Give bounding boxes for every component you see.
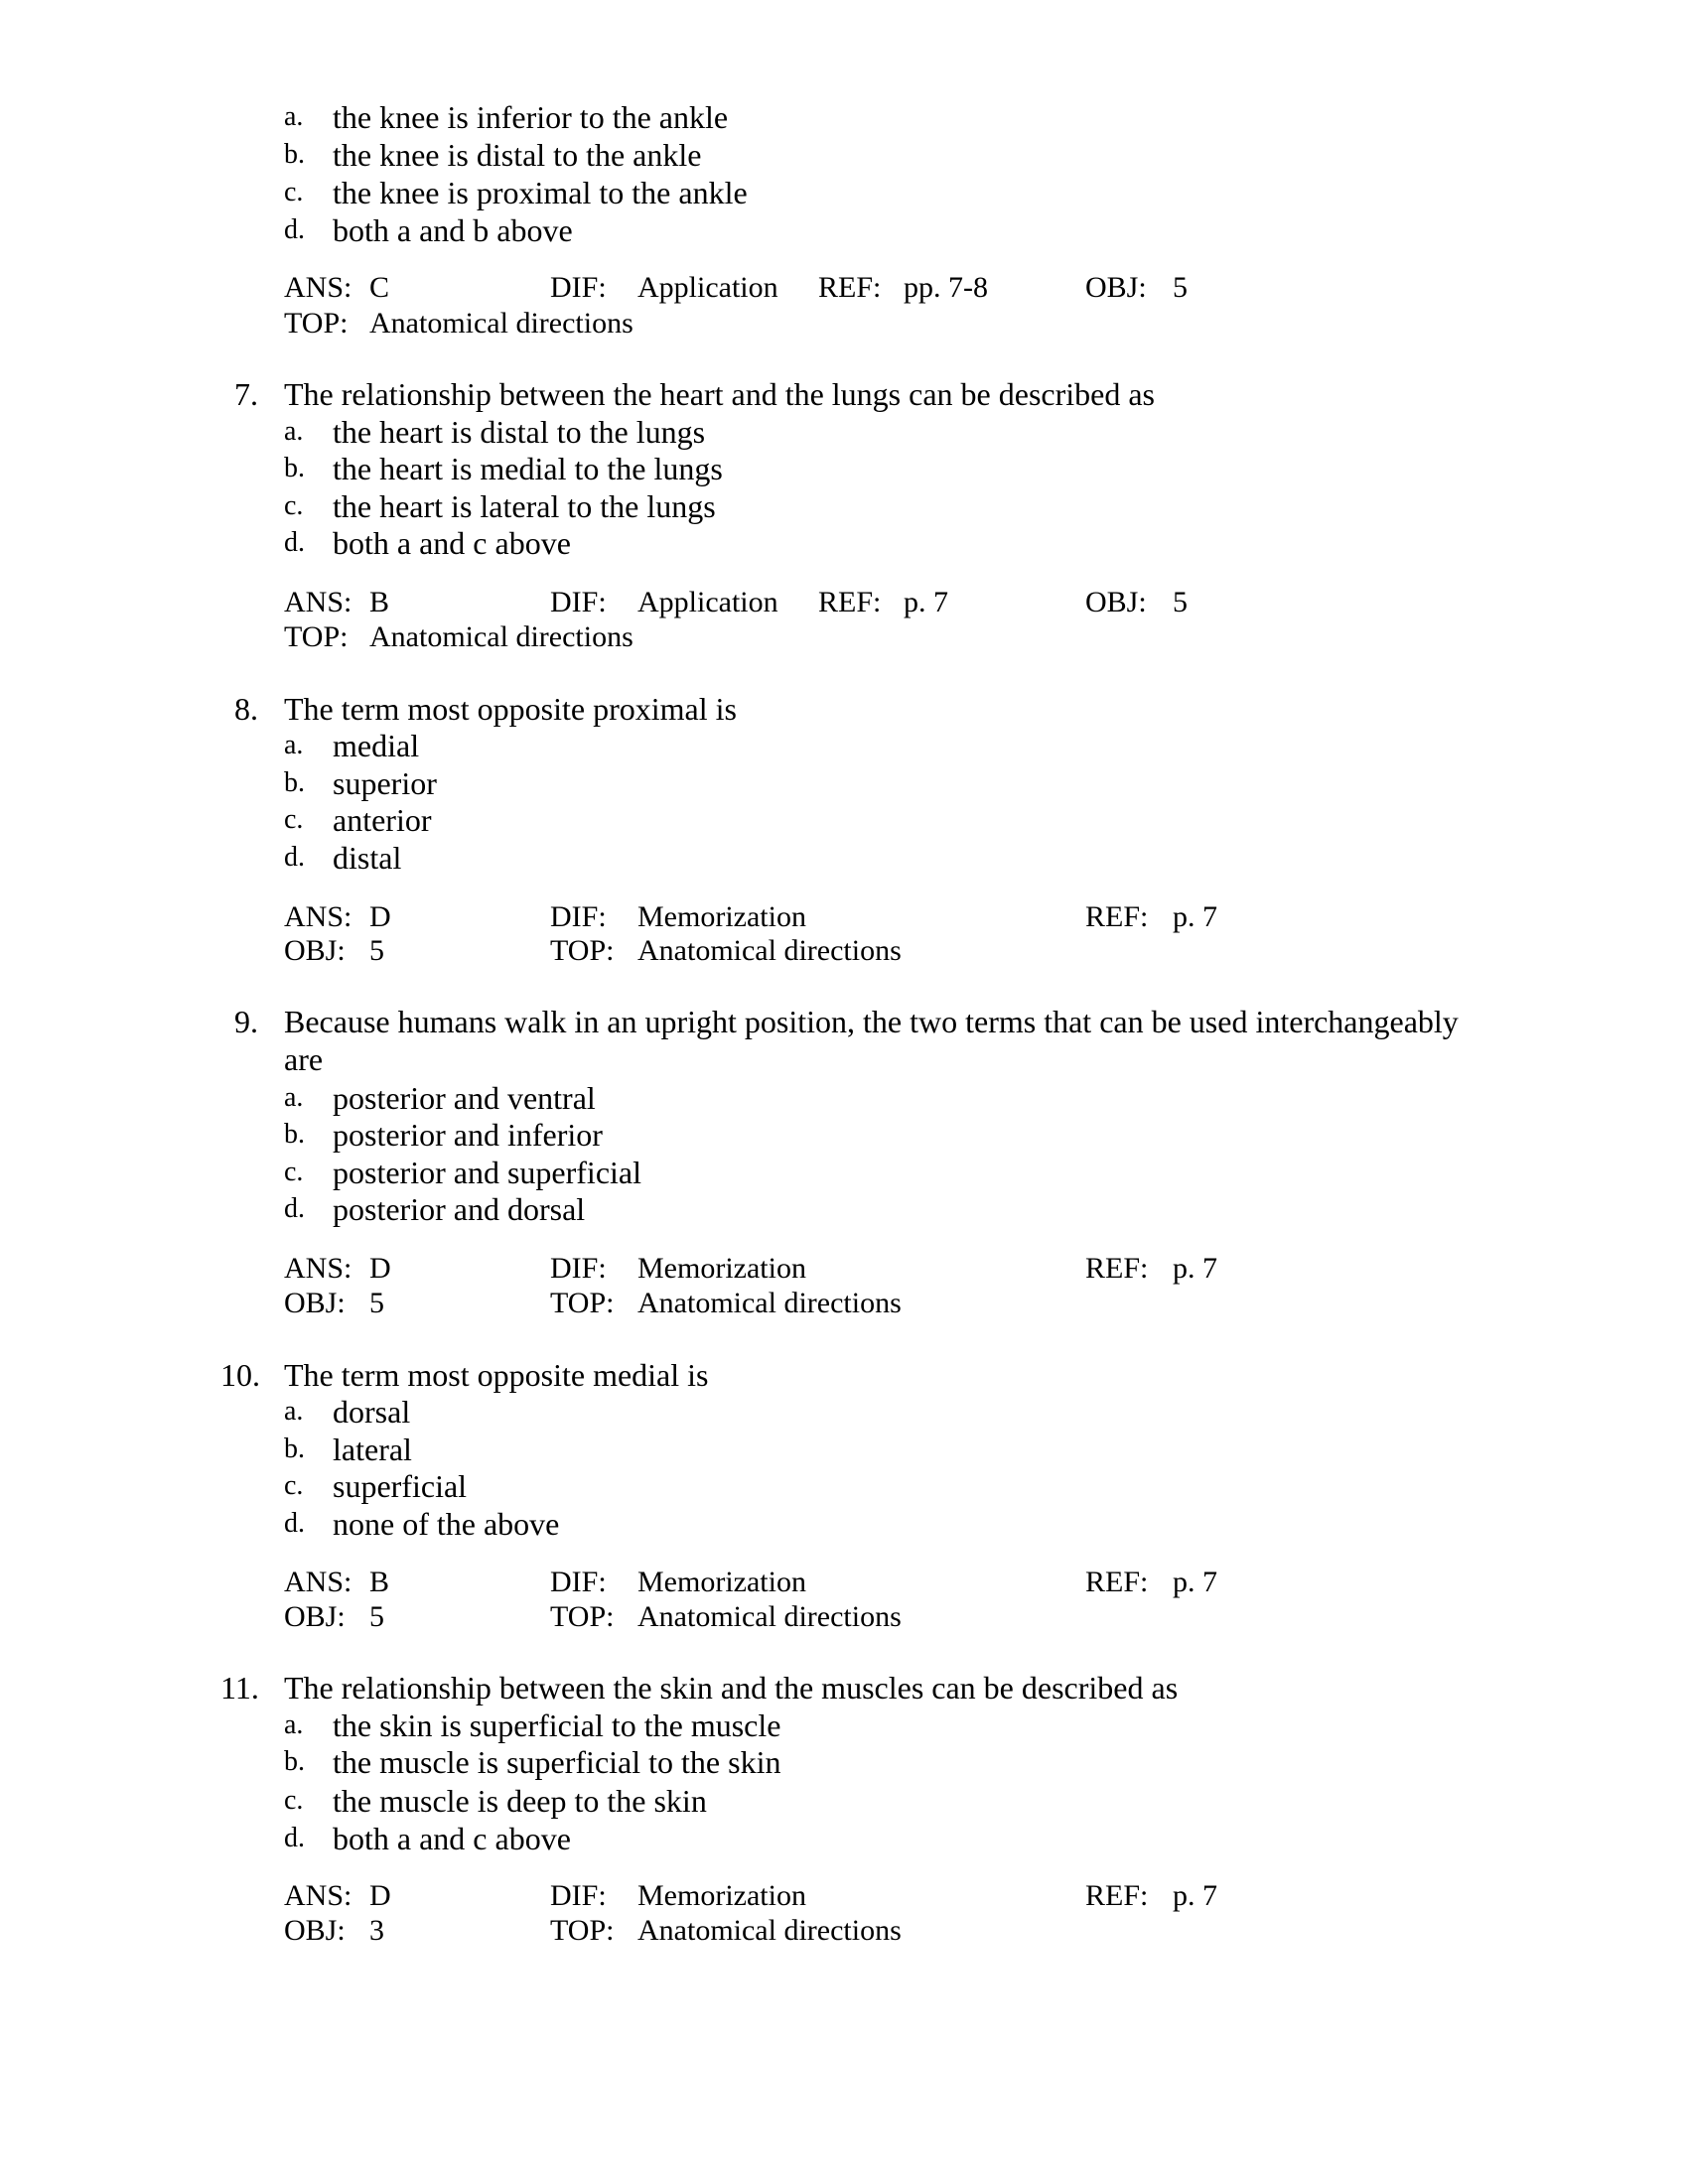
ref-label: REF: (1085, 1252, 1149, 1285)
option-text: the muscle is superficial to the skin (333, 1744, 781, 1780)
dif-value: Application (637, 271, 778, 304)
option-letter: b. (284, 1746, 305, 1777)
ref-value: pp. 7-8 (904, 271, 988, 304)
ans-value: B (369, 1566, 390, 1598)
top-label: TOP: (550, 934, 615, 967)
option-text: the knee is proximal to the ankle (333, 175, 748, 210)
ref-label: REF: (818, 271, 882, 304)
question-number: 8. (234, 691, 258, 727)
top-label: TOP: (550, 1600, 615, 1633)
option-text: anterior (333, 802, 432, 838)
option-letter: b. (284, 1433, 305, 1464)
question-number: 9. (234, 1004, 258, 1039)
option-text: both a and c above (333, 1821, 571, 1856)
ref-value: p. 7 (1173, 1252, 1217, 1285)
option-letter: b. (284, 1119, 305, 1150)
obj-value: 5 (369, 1600, 384, 1633)
option-text: posterior and superficial (333, 1155, 641, 1190)
option-text: posterior and inferior (333, 1117, 603, 1153)
top-value: Anatomical directions (369, 307, 633, 340)
question-stem: The relationship between the skin and the muscles can be described as (284, 1670, 1179, 1706)
question-stem: The relationship between the heart and the lungs can be described as (284, 376, 1155, 412)
option-letter: a. (284, 730, 304, 760)
option-letter: a. (284, 416, 304, 447)
ans-label: ANS: (284, 1879, 352, 1912)
option-letter: d. (284, 214, 305, 245)
option-text: the heart is medial to the lungs (333, 451, 723, 486)
dif-label: DIF: (550, 1879, 607, 1912)
option-text: the heart is distal to the lungs (333, 414, 706, 450)
obj-value: 5 (1173, 271, 1188, 304)
dif-label: DIF: (550, 586, 607, 618)
question-number: 11. (220, 1670, 259, 1706)
option-letter: b. (284, 139, 305, 170)
option-text: both a and c above (333, 525, 571, 561)
ans-value: D (369, 900, 391, 933)
option-letter: c. (284, 177, 304, 207)
question-stem: are (284, 1041, 324, 1077)
top-value: Anatomical directions (637, 1287, 902, 1319)
ref-label: REF: (1085, 1879, 1149, 1912)
option-letter: d. (284, 1508, 305, 1539)
option-text: the skin is superficial to the muscle (333, 1707, 781, 1743)
top-label: TOP: (550, 1287, 615, 1319)
option-text: none of the above (333, 1506, 560, 1542)
option-letter: c. (284, 490, 304, 521)
dif-label: DIF: (550, 900, 607, 933)
ans-value: D (369, 1879, 391, 1912)
obj-value: 5 (1173, 586, 1188, 618)
option-letter: b. (284, 453, 305, 483)
option-text: the knee is distal to the ankle (333, 137, 702, 173)
obj-label: OBJ: (284, 934, 346, 967)
top-value: Anatomical directions (637, 1600, 902, 1633)
option-letter: b. (284, 767, 305, 798)
question-number: 10. (220, 1357, 260, 1393)
option-text: lateral (333, 1432, 412, 1467)
ans-value: C (369, 271, 390, 304)
option-text: dorsal (333, 1394, 411, 1430)
dif-label: DIF: (550, 1252, 607, 1285)
ref-label: REF: (1085, 1566, 1149, 1598)
ans-label: ANS: (284, 900, 352, 933)
option-letter: d. (284, 1193, 305, 1224)
option-text: superficial (333, 1468, 468, 1504)
ref-label: REF: (818, 586, 882, 618)
obj-value: 3 (369, 1914, 384, 1947)
dif-label: DIF: (550, 271, 607, 304)
top-label: TOP: (284, 307, 349, 340)
option-text: the knee is inferior to the ankle (333, 99, 729, 135)
question-stem: Because humans walk in an upright position, the two terms that can be used interchangeably (284, 1004, 1459, 1039)
option-text: medial (333, 728, 420, 763)
ref-value: p. 7 (904, 586, 948, 618)
option-text: posterior and dorsal (333, 1191, 586, 1227)
obj-label: OBJ: (1085, 271, 1147, 304)
obj-label: OBJ: (284, 1287, 346, 1319)
ans-label: ANS: (284, 271, 352, 304)
ans-label: ANS: (284, 1566, 352, 1598)
option-letter: d. (284, 527, 305, 558)
ans-label: ANS: (284, 1252, 352, 1285)
ans-value: D (369, 1252, 391, 1285)
obj-value: 5 (369, 934, 384, 967)
obj-label: OBJ: (284, 1600, 346, 1633)
ref-label: REF: (1085, 900, 1149, 933)
question-stem: The term most opposite proximal is (284, 691, 737, 727)
option-text: posterior and ventral (333, 1080, 596, 1116)
option-letter: c. (284, 1785, 304, 1816)
top-value: Anatomical directions (369, 620, 633, 653)
option-text: the heart is lateral to the lungs (333, 488, 716, 524)
option-text: distal (333, 840, 402, 876)
dif-label: DIF: (550, 1566, 607, 1598)
option-letter: a. (284, 101, 304, 132)
option-letter: a. (284, 1082, 304, 1113)
option-text: both a and b above (333, 212, 573, 248)
dif-value: Memorization (637, 1252, 806, 1285)
option-text: the muscle is deep to the skin (333, 1783, 707, 1819)
top-value: Anatomical directions (637, 934, 902, 967)
option-letter: d. (284, 842, 305, 873)
option-letter: c. (284, 1470, 304, 1501)
option-letter: c. (284, 804, 304, 835)
question-number: 7. (234, 376, 258, 412)
option-letter: d. (284, 1823, 305, 1853)
option-letter: a. (284, 1709, 304, 1740)
question-stem: The term most opposite medial is (284, 1357, 709, 1393)
top-label: TOP: (284, 620, 349, 653)
ans-label: ANS: (284, 586, 352, 618)
ans-value: B (369, 586, 390, 618)
dif-value: Memorization (637, 1879, 806, 1912)
obj-label: OBJ: (1085, 586, 1147, 618)
ref-value: p. 7 (1173, 1566, 1217, 1598)
obj-value: 5 (369, 1287, 384, 1319)
option-text: superior (333, 765, 437, 801)
ref-value: p. 7 (1173, 900, 1217, 933)
option-letter: c. (284, 1157, 304, 1187)
dif-value: Memorization (637, 1566, 806, 1598)
top-value: Anatomical directions (637, 1914, 902, 1947)
top-label: TOP: (550, 1914, 615, 1947)
dif-value: Application (637, 586, 778, 618)
option-letter: a. (284, 1396, 304, 1427)
obj-label: OBJ: (284, 1914, 346, 1947)
ref-value: p. 7 (1173, 1879, 1217, 1912)
dif-value: Memorization (637, 900, 806, 933)
